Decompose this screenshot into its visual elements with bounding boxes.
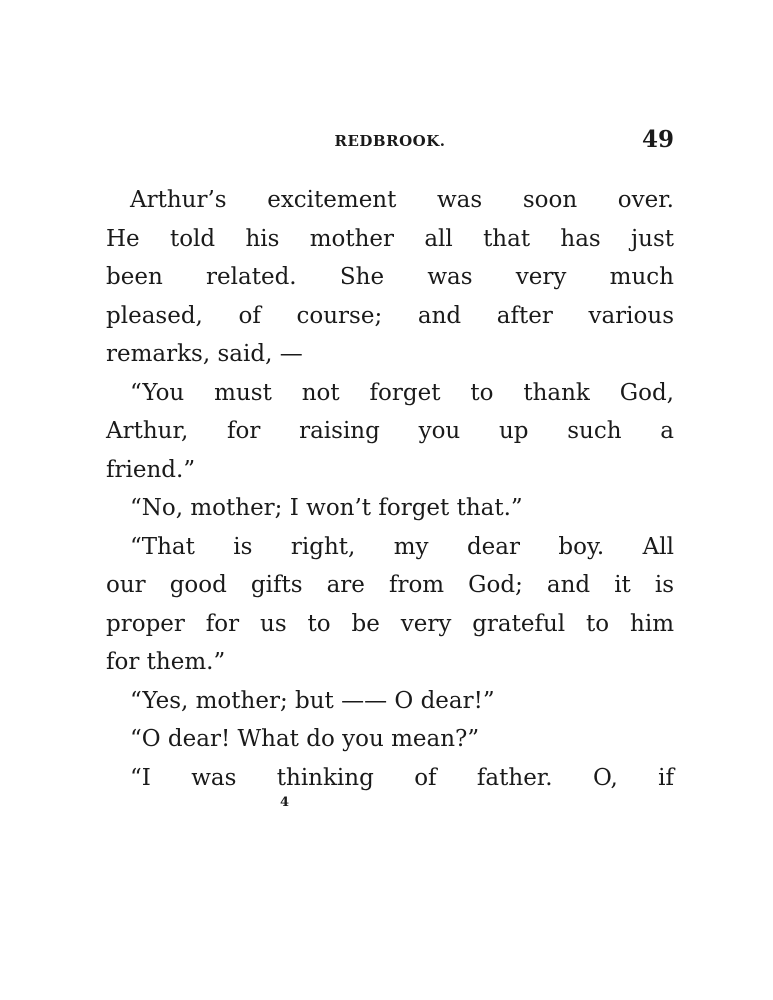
signature-mark: 4 — [280, 795, 290, 810]
text-line: “No, mother; I won’t forget that.” — [130, 495, 523, 521]
text-line: Arthur, for raising you up such a — [106, 418, 674, 444]
text-line: “That is right, my dear boy. All — [130, 533, 674, 560]
text-line: “You must not forget to thank God, — [130, 379, 674, 406]
text-line: friend.” — [106, 456, 196, 483]
text-line: for them.” — [106, 649, 226, 675]
body-text — [106, 181, 674, 797]
text-line: “O dear! What do you mean?” — [130, 726, 480, 752]
text-line: Arthur’s excitement was soon over. — [130, 187, 674, 213]
text-line: “Yes, mother; but —— O dear!” — [130, 687, 495, 714]
text-line: He told his mother all that has just — [106, 225, 674, 252]
running-title: REDBROOK. — [334, 132, 446, 150]
text-line: pleased, of course; and after various — [106, 302, 674, 329]
page-header — [106, 126, 674, 158]
text-line: been related. She was very much — [106, 264, 674, 290]
page-number: 49 — [641, 126, 674, 153]
text-line: remarks, said, — — [106, 341, 303, 367]
text-line: our good gifts are from God; and it is — [106, 572, 674, 598]
text-line: “I was thinking of father. O, if — [130, 764, 674, 791]
text-line: proper for us to be very grateful to him — [106, 610, 674, 637]
